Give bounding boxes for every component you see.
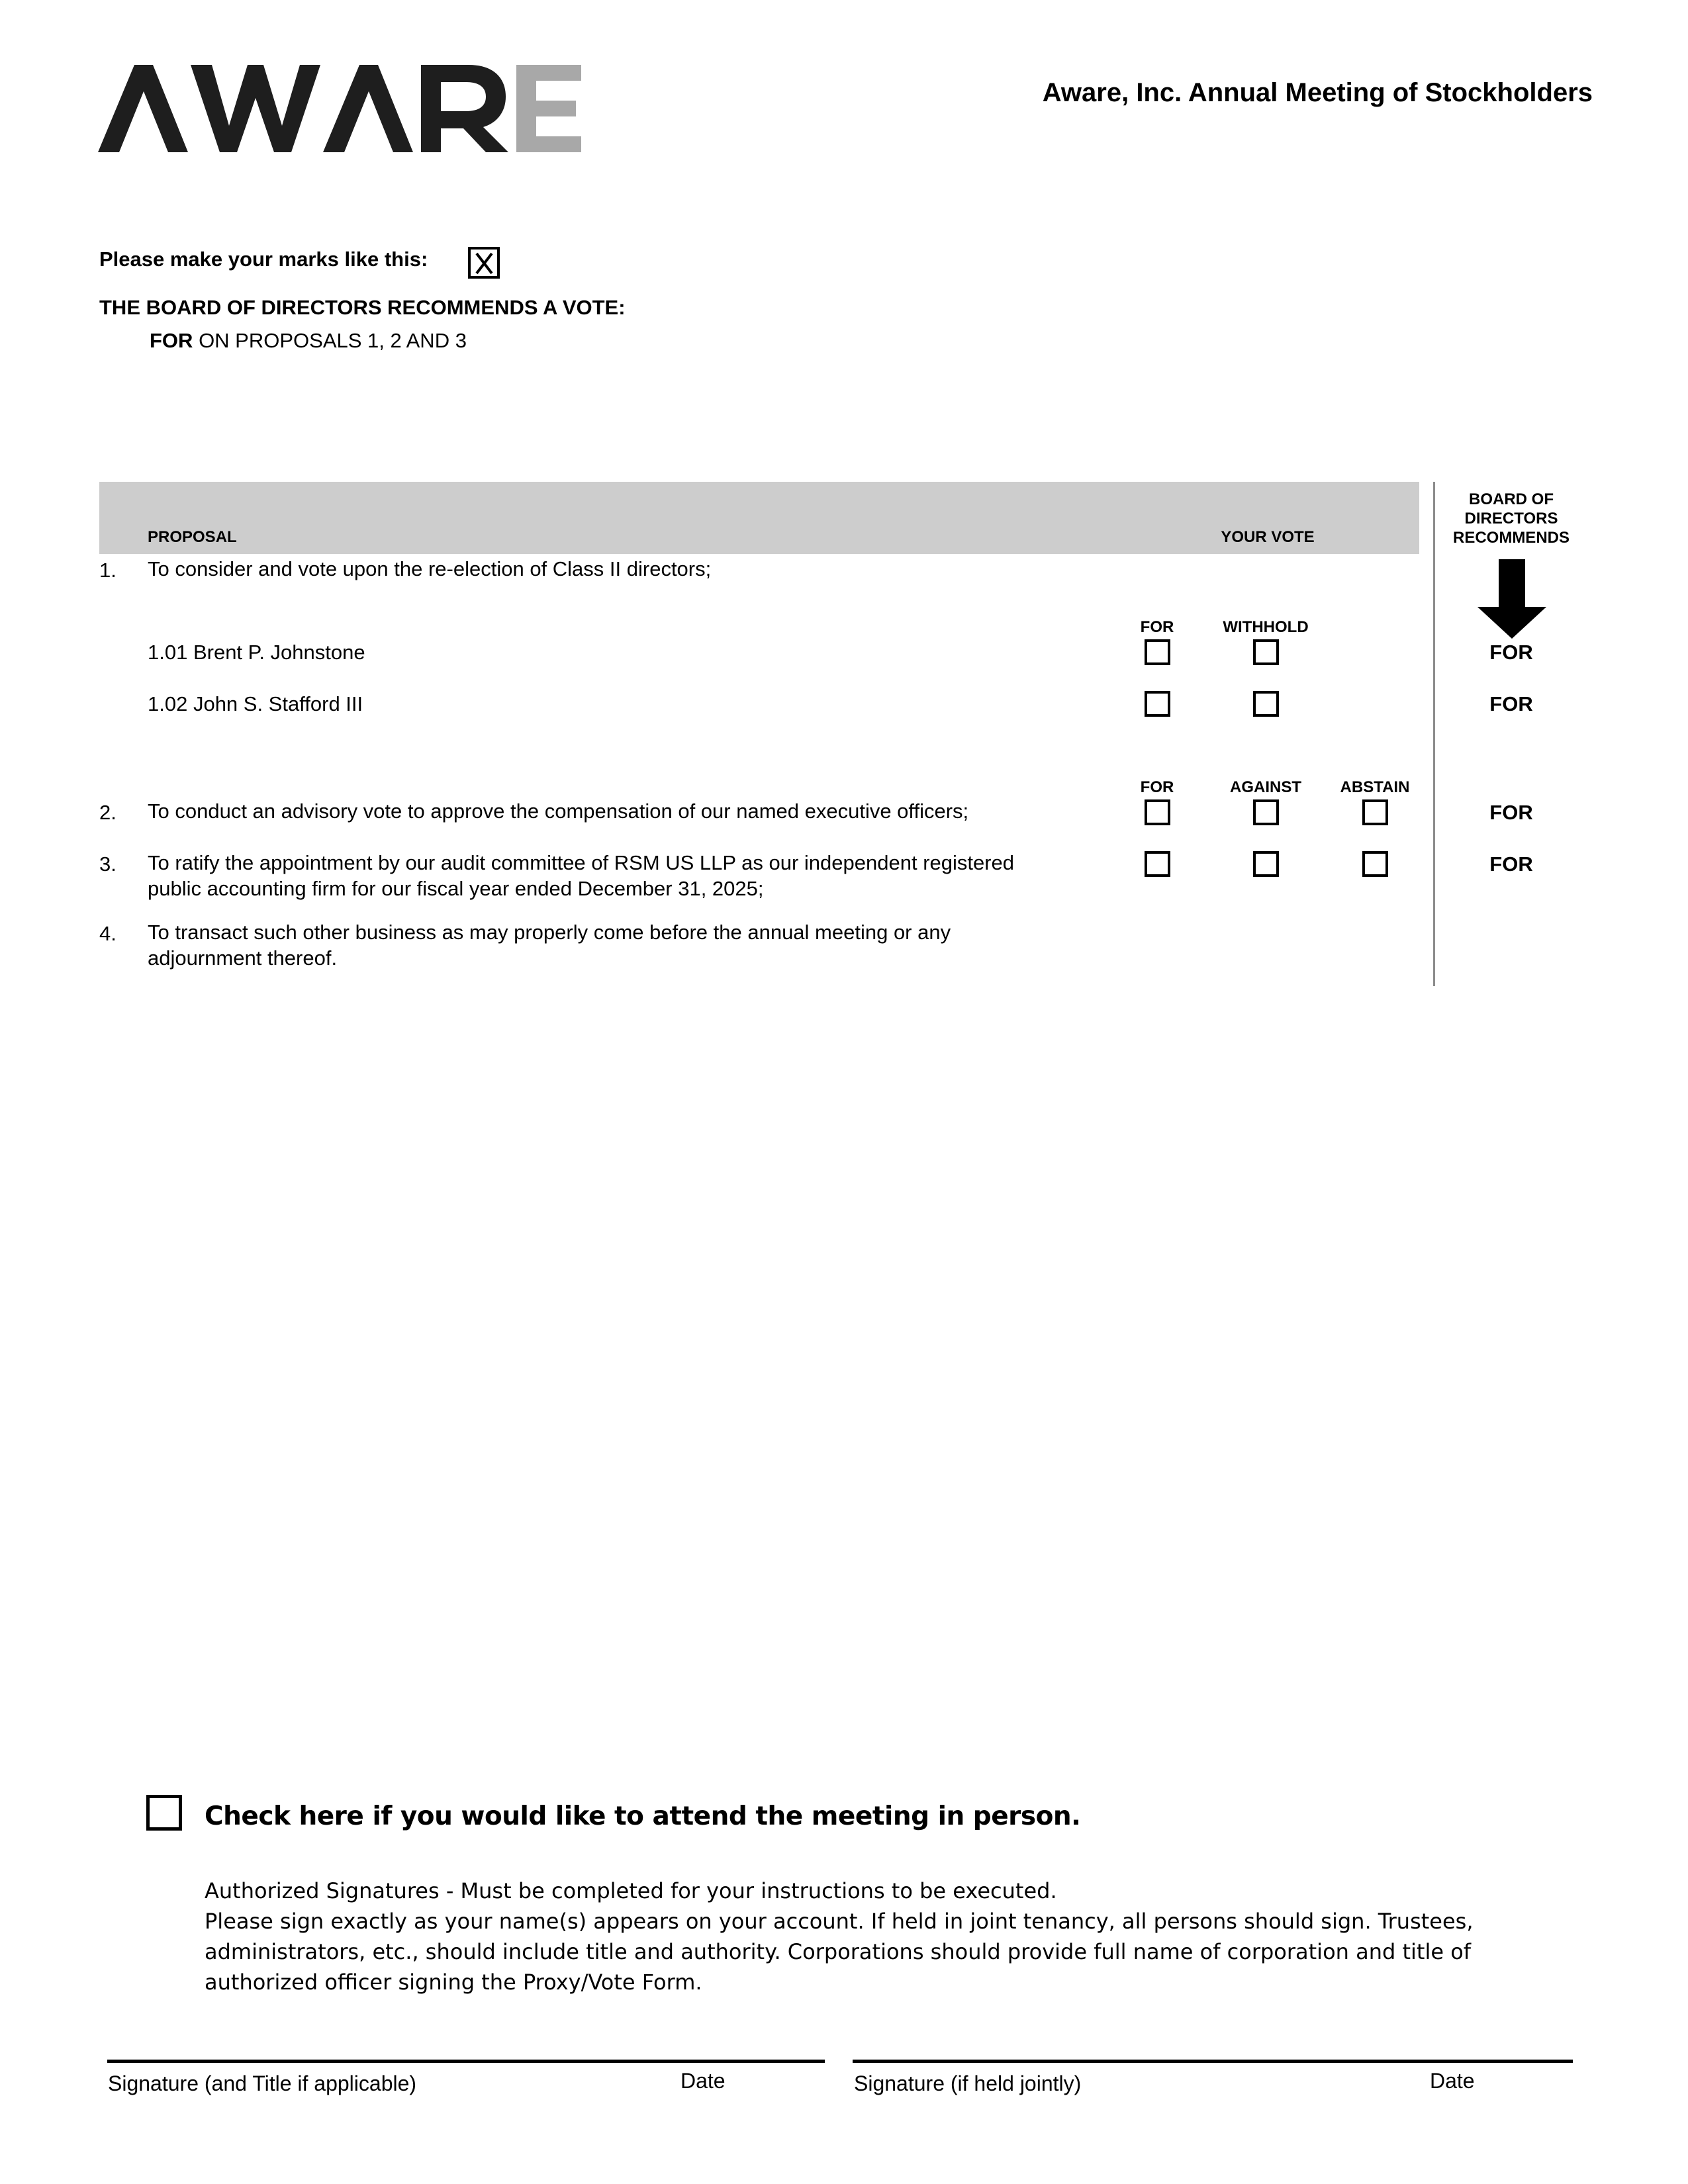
nominee-2-for-checkbox[interactable]: [1145, 691, 1170, 717]
authorization-line: authorized officer signing the Proxy/Vote Form.: [205, 1970, 702, 1995]
authorization-line: administrators, etc., should include title and authority. Corporations should provide full name of corporation and title of: [205, 1939, 1472, 1964]
header-board-line: RECOMMENDS: [1452, 529, 1570, 547]
nominee-2-recommendation: FOR: [1489, 692, 1533, 715]
nominee-1-name: 1.01 Brent P. Johnstone: [148, 641, 365, 664]
col-for: FOR: [1140, 618, 1174, 636]
proposal-1-number: 1.: [99, 559, 117, 582]
column-divider: [1433, 482, 1435, 986]
date-2-label: Date: [1430, 2069, 1475, 2093]
marks-instruction: Please make your marks like this:: [99, 248, 428, 271]
header-your-vote: YOUR VOTE: [1221, 528, 1315, 546]
nominee-1-recommendation: FOR: [1489, 641, 1533, 664]
signature-1-label: Signature (and Title if applicable): [108, 2071, 417, 2095]
date-1-label: Date: [680, 2069, 726, 2093]
signature-2-label: Signature (if held jointly): [854, 2071, 1082, 2095]
col-abstain: ABSTAIN: [1340, 778, 1410, 796]
authorization-line: Authorized Signatures - Must be completed for your instructions to be executed.: [205, 1878, 1057, 1903]
proposal-4-number: 4.: [99, 922, 117, 945]
proposal-1-text: To consider and vote upon the re-election of Class II directors;: [148, 557, 712, 580]
proposal-4-line: adjournment thereof.: [148, 946, 338, 970]
nominee-1-withhold-checkbox[interactable]: [1253, 639, 1279, 665]
nominee-1-for-checkbox[interactable]: [1145, 639, 1170, 665]
proposal-3-line: public accounting firm for our fiscal year ended December 31, 2025;: [148, 877, 764, 900]
col-for: FOR: [1140, 778, 1174, 796]
proposal-3-for-checkbox[interactable]: [1145, 851, 1170, 877]
proposal-4-line: To transact such other business as may properly come before the annual meeting or any: [148, 921, 951, 944]
proposal-2-against-checkbox[interactable]: [1253, 799, 1279, 825]
proposal-3-line: To ratify the appointment by our audit committee of RSM US LLP as our independent registered: [148, 851, 1015, 874]
aware-logo: [98, 60, 581, 159]
header-board-line: DIRECTORS: [1464, 510, 1558, 527]
header-board-line: BOARD OF: [1469, 490, 1554, 508]
down-arrow-icon: [1477, 559, 1546, 639]
signature-1-line[interactable]: [107, 2060, 825, 2063]
header-proposal: PROPOSAL: [148, 528, 237, 546]
signature-2-line[interactable]: [853, 2060, 1573, 2063]
nominee-2-name: 1.02 John S. Stafford III: [148, 692, 363, 715]
proposal-list: ON PROPOSALS 1, 2 AND 3: [199, 329, 467, 352]
proposal-2-number: 2.: [99, 801, 117, 824]
proposal-3-against-checkbox[interactable]: [1253, 851, 1279, 877]
proposal-3-number: 3.: [99, 852, 117, 876]
proposal-3-abstain-checkbox[interactable]: [1362, 851, 1388, 877]
for-label: FOR: [150, 329, 193, 352]
proposal-3-recommendation: FOR: [1489, 852, 1533, 876]
authorization-text: [205, 1876, 1476, 1997]
col-withhold: WITHHOLD: [1223, 618, 1309, 636]
nominee-2-withhold-checkbox[interactable]: [1253, 691, 1279, 717]
board-recommendation-heading: THE BOARD OF DIRECTORS RECOMMENDS A VOTE:: [99, 296, 626, 319]
example-x-mark-icon: [468, 247, 500, 279]
proposal-4-text: [148, 919, 951, 971]
attend-in-person-label: Check here if you would like to attend the meeting in person.: [205, 1801, 1081, 1831]
proposal-2-abstain-checkbox[interactable]: [1362, 799, 1388, 825]
authorization-line: Please sign exactly as your name(s) appears on your account. If held in joint tenancy, all persons should sign. Trustees,: [205, 1909, 1474, 1934]
page-title: Aware, Inc. Annual Meeting of Stockholders: [1042, 78, 1593, 107]
col-against: AGAINST: [1230, 778, 1301, 796]
header-board-recommends: [1435, 490, 1587, 547]
proposal-2-text: To conduct an advisory vote to approve the compensation of our named executive officers;: [148, 799, 969, 823]
proposal-3-text: [148, 850, 1014, 901]
proposal-2-for-checkbox[interactable]: [1145, 799, 1170, 825]
board-recommendation-summary: [150, 329, 467, 353]
proposal-2-recommendation: FOR: [1489, 801, 1533, 824]
attend-in-person-checkbox[interactable]: [146, 1795, 182, 1831]
